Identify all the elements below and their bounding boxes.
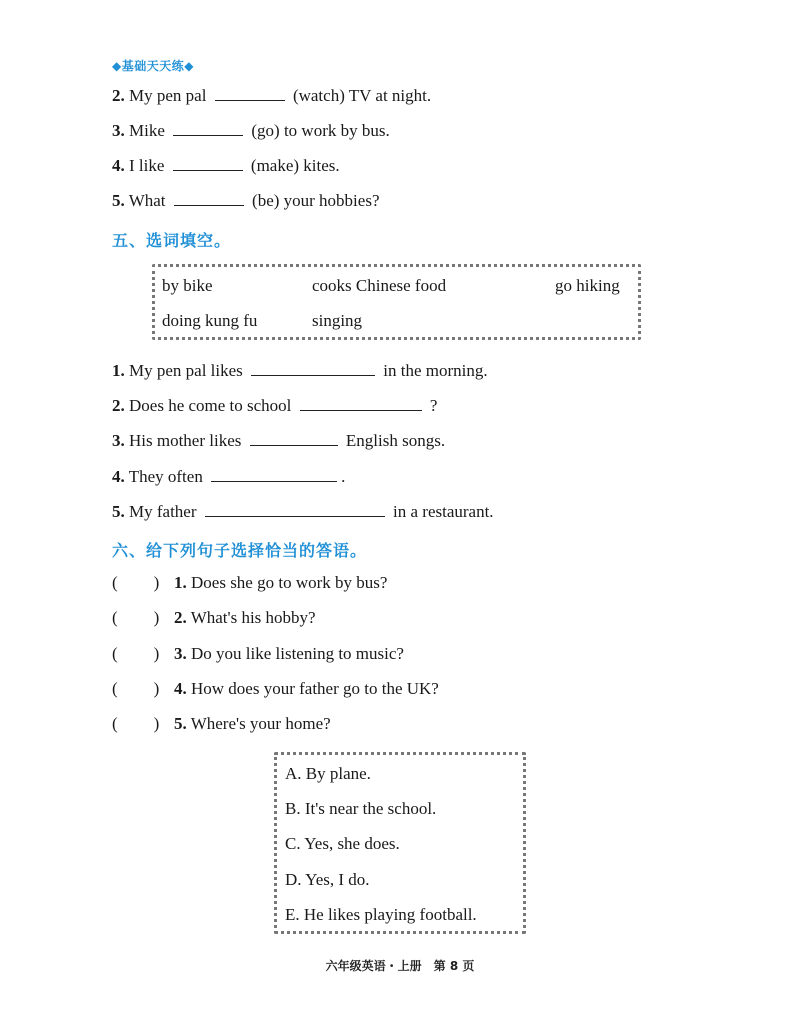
item-text-after: in a restaurant. bbox=[393, 502, 494, 521]
part6-question-5 bbox=[112, 714, 331, 734]
answer-blank[interactable] bbox=[173, 134, 243, 136]
section-badge: ◆基础天天练◆ bbox=[112, 59, 194, 73]
item-text-before: What bbox=[128, 191, 166, 210]
answer-option-a: A. By plane. bbox=[285, 764, 371, 783]
part4-item-4 bbox=[112, 156, 340, 176]
question-text: Do you like listening to music? bbox=[191, 644, 404, 663]
item-text-after: . bbox=[341, 467, 346, 486]
answer-parentheses[interactable]: ( ) bbox=[112, 573, 160, 592]
item-number: 1. bbox=[112, 361, 125, 380]
part4-item-5 bbox=[112, 191, 380, 211]
item-number: 5. bbox=[112, 191, 125, 210]
word-bank-item: cooks Chinese food bbox=[312, 276, 447, 295]
item-number: 4. bbox=[174, 679, 187, 698]
answer-blank[interactable] bbox=[215, 99, 285, 101]
item-text-before: Mike bbox=[129, 121, 165, 140]
answer-blank[interactable] bbox=[250, 444, 338, 446]
item-text-after: (watch) TV at night. bbox=[292, 86, 432, 105]
answer-blank[interactable] bbox=[251, 374, 375, 376]
word-bank-item: doing kung fu bbox=[162, 311, 258, 330]
item-text-after: English songs. bbox=[345, 431, 446, 450]
item-text-before: My father bbox=[129, 502, 197, 521]
item-number: 3. bbox=[112, 121, 125, 140]
question-text: Does she go to work by bus? bbox=[191, 573, 388, 592]
part5-item-1 bbox=[112, 361, 488, 381]
answer-blank[interactable] bbox=[174, 204, 244, 206]
item-number: 2. bbox=[112, 396, 125, 415]
word-bank-item: by bike bbox=[162, 276, 213, 295]
answer-parentheses[interactable]: ( ) bbox=[112, 644, 160, 663]
answer-parentheses[interactable]: ( ) bbox=[112, 679, 160, 698]
item-text-after: (go) to work by bus. bbox=[251, 121, 390, 140]
answer-option-b: B. It's near the school. bbox=[285, 799, 437, 818]
word-bank-item: go hiking bbox=[555, 276, 620, 295]
part5-heading: 五、选词填空。 bbox=[112, 231, 232, 250]
answer-blank[interactable] bbox=[211, 480, 337, 482]
part6-heading: 六、给下列句子选择恰当的答语。 bbox=[112, 541, 368, 560]
item-number: 2. bbox=[174, 608, 187, 627]
word-bank-item: singing bbox=[312, 311, 363, 330]
part4-item-3 bbox=[112, 121, 390, 141]
item-text-before: My pen pal bbox=[129, 86, 207, 105]
item-number: 1. bbox=[174, 573, 187, 592]
answer-option-c: C. Yes, she does. bbox=[285, 834, 400, 853]
item-text-before: I like bbox=[129, 156, 165, 175]
answer-parentheses[interactable]: ( ) bbox=[112, 714, 160, 733]
part4-item-2 bbox=[112, 86, 431, 106]
item-number: 3. bbox=[174, 644, 187, 663]
item-number: 4. bbox=[112, 156, 125, 175]
part5-item-4 bbox=[112, 467, 345, 487]
page-footer: 六年级英语・上册 第 8 页 bbox=[325, 959, 475, 973]
part6-question-3 bbox=[112, 644, 404, 664]
item-number: 5. bbox=[174, 714, 187, 733]
answer-parentheses[interactable]: ( ) bbox=[112, 608, 160, 627]
part5-item-3 bbox=[112, 431, 445, 451]
item-text-after: (be) your hobbies? bbox=[252, 191, 380, 210]
answer-option-d: D. Yes, I do. bbox=[285, 870, 370, 889]
item-number: 3. bbox=[112, 431, 125, 450]
item-text-before: My pen pal likes bbox=[129, 361, 243, 380]
part5-item-5 bbox=[112, 502, 494, 522]
item-text-after: ? bbox=[429, 396, 438, 415]
part5-item-2 bbox=[112, 396, 437, 416]
part6-question-4 bbox=[112, 679, 439, 699]
part6-question-1 bbox=[112, 573, 387, 593]
answer-blank[interactable] bbox=[205, 515, 385, 517]
item-text-after: in the morning. bbox=[383, 361, 488, 380]
item-number: 5. bbox=[112, 502, 125, 521]
item-text-before: Does he come to school bbox=[129, 396, 292, 415]
part6-question-2 bbox=[112, 608, 316, 628]
item-text-after: (make) kites. bbox=[250, 156, 340, 175]
answer-blank[interactable] bbox=[300, 409, 422, 411]
answer-blank[interactable] bbox=[173, 169, 243, 171]
question-text: Where's your home? bbox=[190, 714, 331, 733]
question-text: What's his hobby? bbox=[190, 608, 316, 627]
item-text-before: His mother likes bbox=[129, 431, 242, 450]
answer-option-e: E. He likes playing football. bbox=[285, 905, 477, 924]
question-text: How does your father go to the UK? bbox=[191, 679, 439, 698]
item-text-before: They often bbox=[128, 467, 203, 486]
item-number: 4. bbox=[112, 467, 125, 486]
item-number: 2. bbox=[112, 86, 125, 105]
